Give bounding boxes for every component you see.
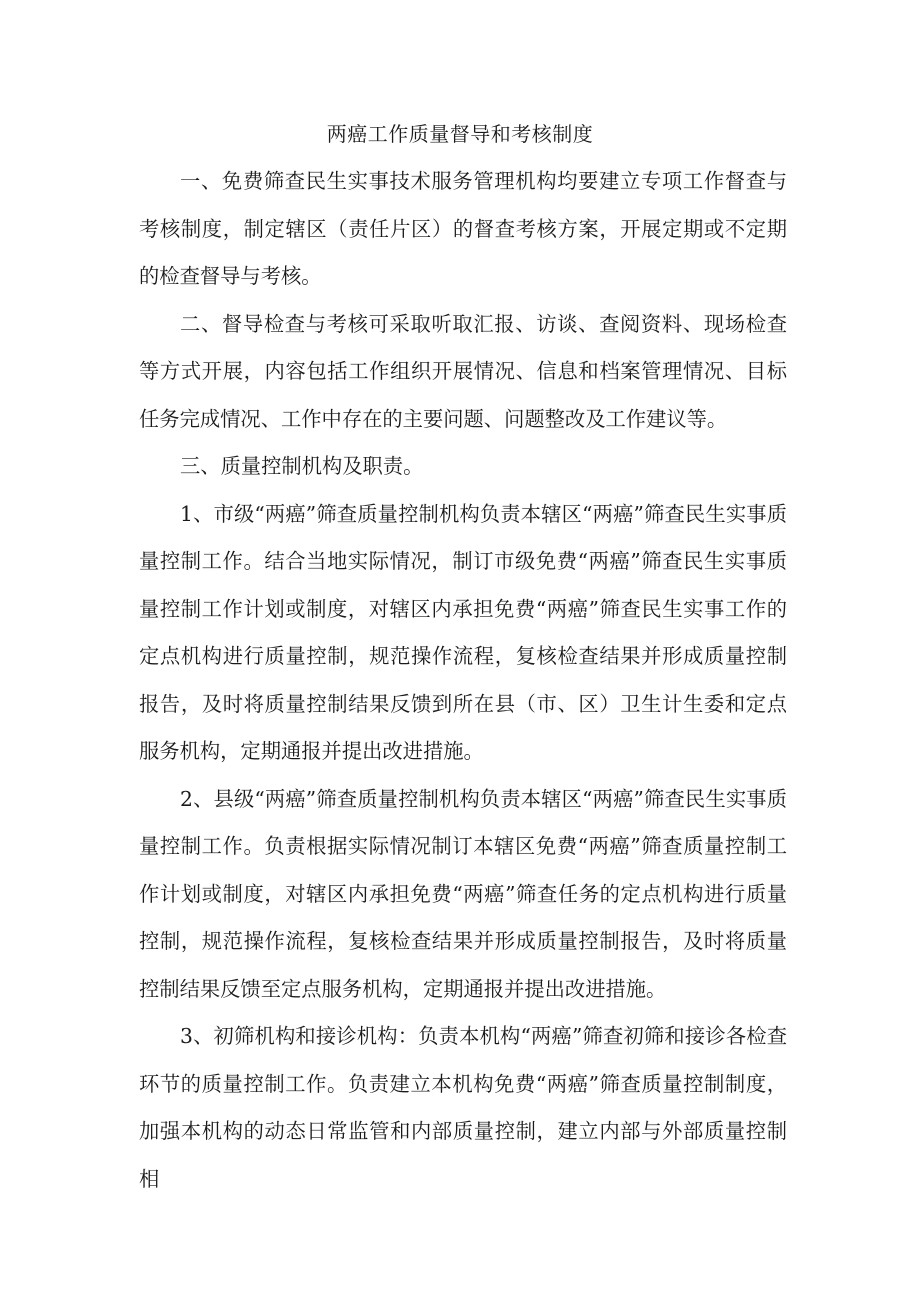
- paragraph-2: 二、督导检查与考核可采取听取汇报、访谈、查阅资料、现场检查等方式开展，内容包括工作组织开展情况、信息和档案管理情况、目标任务完成情况、工作中存在的主要问题、问题整改及工作建议等。: [139, 311, 787, 431]
- paragraph-3: 三、质量控制机构及职责。: [180, 454, 424, 478]
- paragraph-6: 3、初筛机构和接诊机构：负责本机构“两癌”筛查初筛和接诊各检查环节的质量控制工作。负责建立本机构免费“两癌”筛查质量控制制度，加强本机构的动态日常监管和内部质量控制，建立内部与外部质量控制相: [139, 1024, 787, 1191]
- paragraph-1: 一、免费筛查民生实事技术服务管理机构均要建立专项工作督查与考核制度，制定辖区（责任片区）的督查考核方案，开展定期或不定期的检查督导与考核。: [139, 169, 787, 288]
- paragraph-4: 1、市级“两癌”筛查质量控制机构负责本辖区“两癌”筛查民生实事质量控制工作。结合当地实际情况，制订市级免费“两癌”筛查民生实事质量控制工作计划或制度，对辖区内承担免费“两癌”筛查民生实事工作的定点机构进行质量控制，规范操作流程，复核检查结果并形成质量控制报告，及时将质量控制结果反馈到所在县（市、区）卫生计生委和定点服务机构，定期通报并提出改进措施。: [139, 501, 787, 763]
- paragraph-5: 2、县级“两癌”筛查质量控制机构负责本辖区“两癌”筛查民生实事质量控制工作。负责根据实际情况制订本辖区免费“两癌”筛查质量控制工作计划或制度，对辖区内承担免费“两癌”筛查任务的定点机构进行质量控制，规范操作流程，复核检查结果并形成质量控制报告，及时将质量控制结果反馈至定点服务机构，定期通报并提出改进措施。: [139, 786, 787, 1001]
- document-title: 两癌工作质量督导和考核制度: [326, 122, 594, 146]
- document-body: [139, 158, 787, 1203]
